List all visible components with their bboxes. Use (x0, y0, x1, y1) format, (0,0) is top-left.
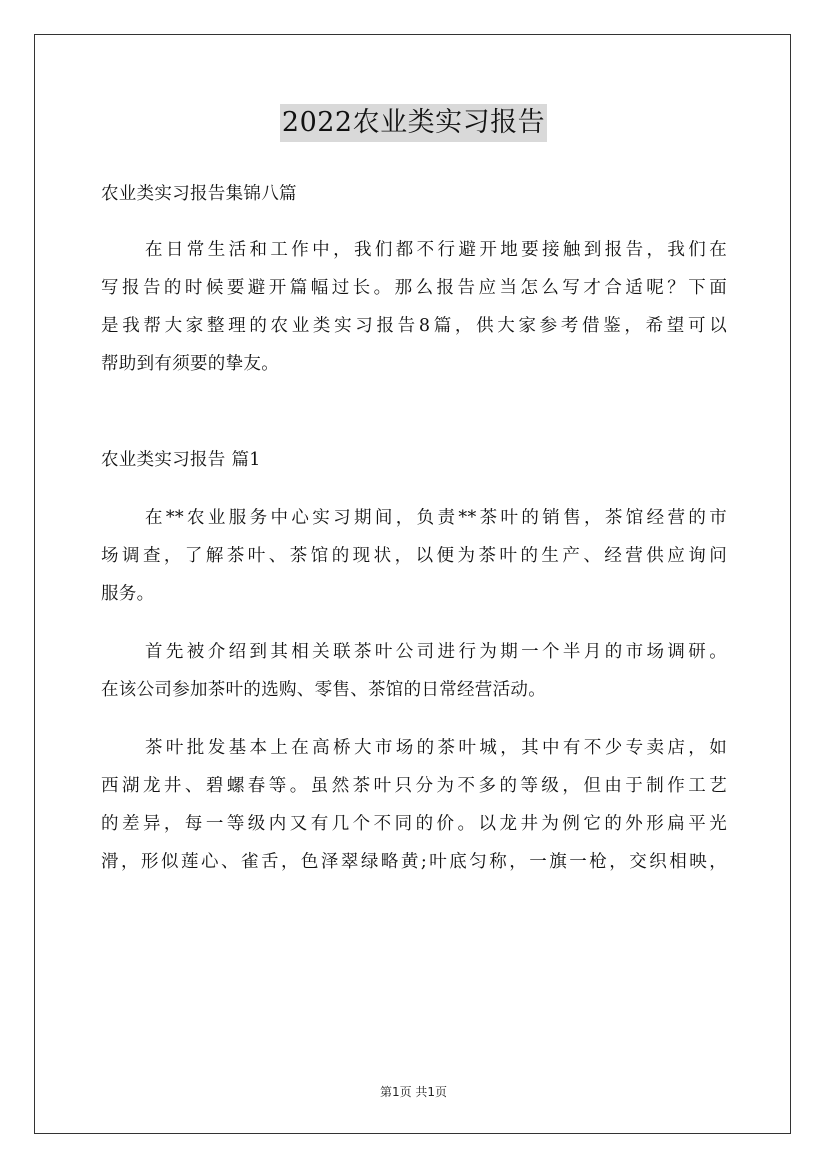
paragraph-line: 茶叶批发基本上在高桥大市场的茶叶城，其中有不少专卖店，如 (145, 738, 727, 758)
section-heading: 农业类实习报告 篇1 (101, 450, 261, 470)
paragraph-2 (101, 633, 727, 709)
document-body (101, 175, 727, 881)
paragraph-line: 在该公司参加茶叶的选购、零售、茶馆的日常经营活动。 (101, 680, 546, 700)
paragraph-line: 首先被介绍到其相关联茶叶公司进行为期一个半月的市场调研。 (145, 642, 727, 662)
paragraph-line: 帮助到有须要的挚友。 (101, 354, 279, 374)
paragraph-1 (101, 499, 727, 613)
document-subtitle: 农业类实习报告集锦八篇 (101, 184, 297, 204)
paragraph-line: 滑，形似莲心、雀舌，色泽翠绿略黄;叶底匀称，一旗一枪，交织相映， (101, 852, 727, 872)
paragraph-line: 服务。 (101, 584, 155, 604)
page-footer: 第1页 共1页 (379, 1085, 448, 1099)
paragraph-line: 场调查，了解茶叶、茶馆的现状，以便为茶叶的生产、经营供应询问 (101, 546, 727, 566)
document-title: 2022农业类实习报告 (280, 104, 547, 142)
paragraph-line: 西湖龙井、碧螺春等。虽然茶叶只分为不多的等级，但由于制作工艺 (101, 776, 727, 796)
paragraph-line: 在**农业服务中心实习期间，负责**茶叶的销售，茶馆经营的市 (145, 508, 727, 528)
paragraph-line: 写报告的时候要避开篇幅过长。那么报告应当怎么写才合适呢？下面 (101, 278, 727, 298)
title-container (0, 104, 827, 142)
intro-paragraph (101, 231, 727, 383)
paragraph-line: 的差异，每一等级内又有几个不同的价。以龙井为例它的外形扁平光 (101, 814, 727, 834)
paragraph-line: 是我帮大家整理的农业类实习报告8篇，供大家参考借鉴，希望可以 (101, 316, 727, 336)
paragraph-3 (101, 729, 727, 881)
paragraph-line: 在日常生活和工作中，我们都不行避开地要接触到报告，我们在 (145, 240, 727, 260)
